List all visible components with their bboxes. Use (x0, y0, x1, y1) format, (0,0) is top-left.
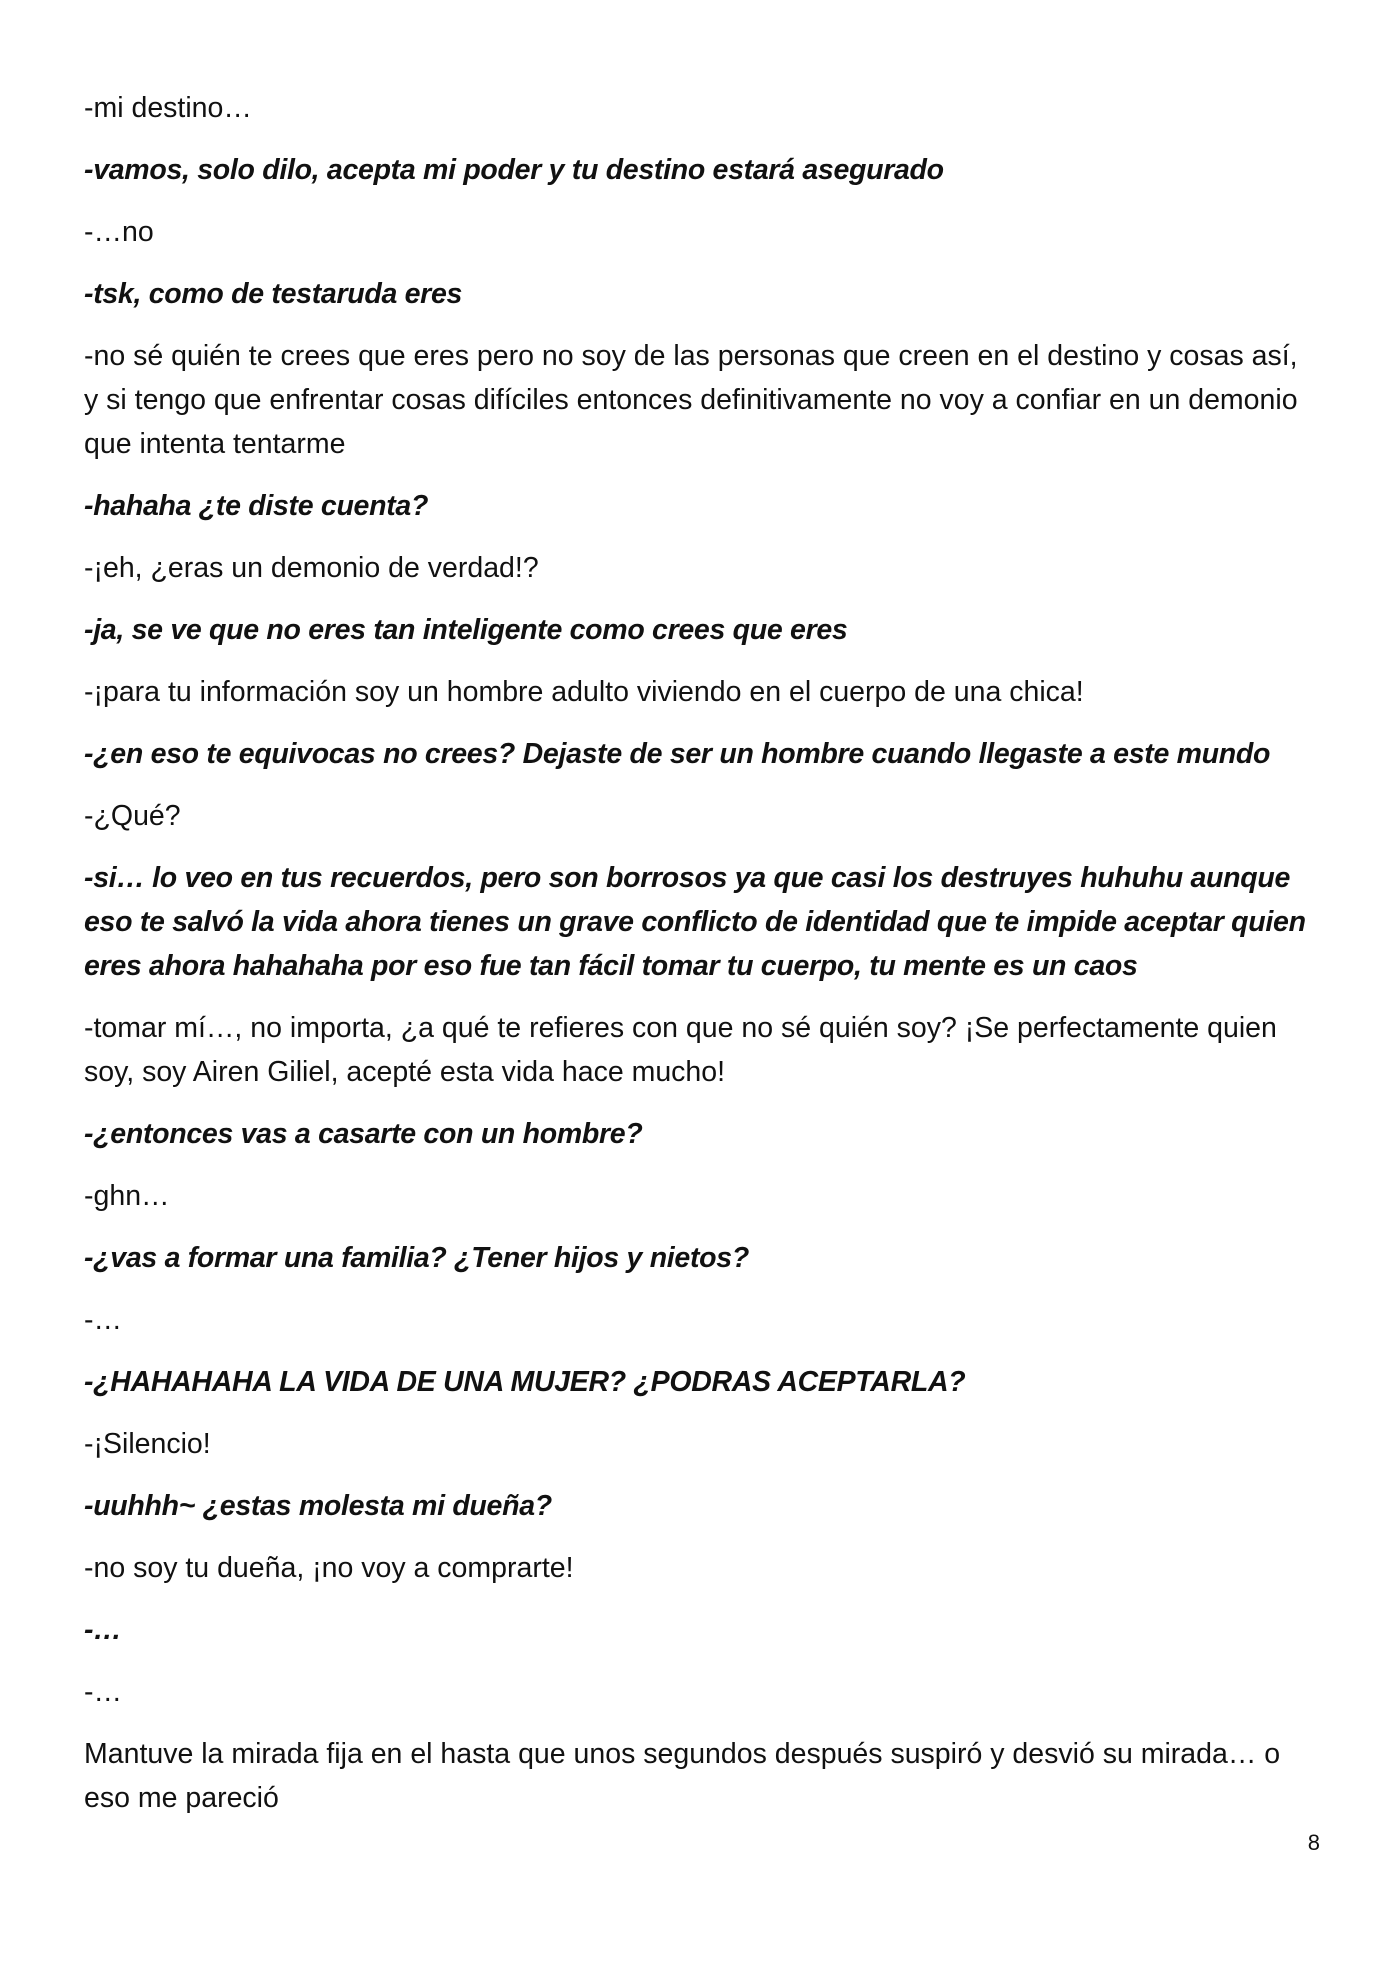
paragraph: -tomar mí…, no importa, ¿a qué te refieres con que no sé quién soy? ¡Se perfectamente quien soy, soy Airen Giliel, acepté esta vida hace mucho! (84, 1012, 1277, 1088)
paragraph: Mantuve la mirada fija en el hasta que unos segundos después suspiró y desvió su mirada… o eso me pareció (84, 1738, 1281, 1814)
paragraph: -ja, se ve que no eres tan inteligente como crees que eres (84, 614, 848, 646)
paragraph: -tsk, como de testaruda eres (84, 278, 463, 310)
paragraph: -ghn… (84, 1180, 170, 1212)
paragraph: -¿entonces vas a casarte con un hombre? (84, 1118, 643, 1150)
paragraph: -mi destino… (84, 92, 252, 124)
paragraph: -si… lo veo en tus recuerdos, pero son borrosos ya que casi los destruyes huhuhu aunque eso te salvó la vida ahora tienes un grave conflicto de identidad que te impide aceptar quien eres ahora hahahaha por eso fue tan fácil tomar tu cuerpo, tu mente es un caos (84, 862, 1306, 982)
paragraph: -¿en eso te equivocas no crees? Dejaste de ser un hombre cuando llegaste a este mundo (84, 738, 1271, 770)
paragraph: -… (84, 1676, 122, 1708)
paragraph: -¿HAHAHAHA LA VIDA DE UNA MUJER? ¿PODRAS ACEPTARLA? (84, 1366, 966, 1398)
paragraph: -uuhhh~ ¿estas molesta mi dueña? (84, 1490, 552, 1522)
page-body (84, 86, 1314, 1838)
paragraph: -… (84, 1304, 122, 1336)
paragraph: -¡Silencio! (84, 1428, 211, 1460)
paragraph: -…no (84, 216, 154, 248)
paragraph: -no sé quién te crees que eres pero no soy de las personas que creen en el destino y cosas así, y si tengo que enfrentar cosas difíciles entonces definitivamente no voy a confiar en un demonio que intenta tentarme (84, 340, 1298, 460)
paragraph: -… (84, 1614, 122, 1646)
paragraph: -¡para tu información soy un hombre adulto viviendo en el cuerpo de una chica! (84, 676, 1084, 708)
page-number: 8 (1307, 1830, 1320, 1855)
paragraph: -¿vas a formar una familia? ¿Tener hijos y nietos? (84, 1242, 749, 1274)
paragraph: -¿Qué? (84, 800, 181, 832)
paragraph: -no soy tu dueña, ¡no voy a comprarte! (84, 1552, 574, 1584)
paragraph: -vamos, solo dilo, acepta mi poder y tu destino estará asegurado (84, 154, 944, 186)
paragraph: -¡eh, ¿eras un demonio de verdad!? (84, 552, 539, 584)
paragraph: -hahaha ¿te diste cuenta? (84, 490, 429, 522)
